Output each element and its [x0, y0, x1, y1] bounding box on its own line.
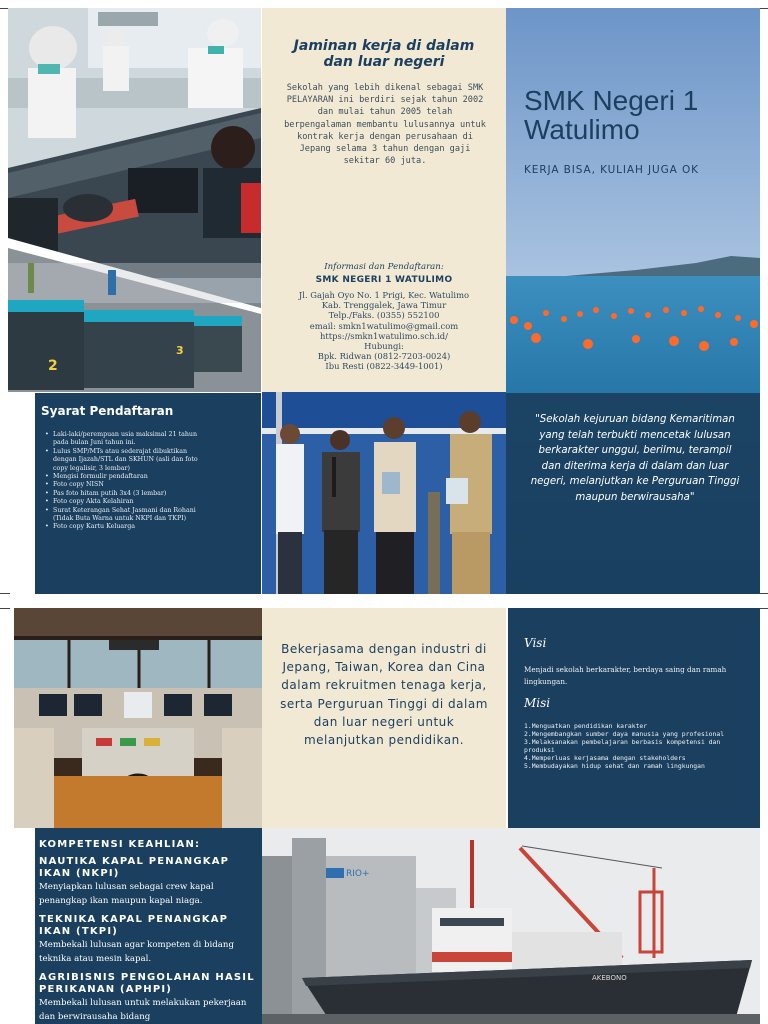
- misi-item: 1.Menguatkan pendidikan karakter: [524, 722, 648, 730]
- event-image: [262, 392, 506, 594]
- info-title: Informasi dan Pendaftaran:: [324, 262, 444, 272]
- ship-photo: [262, 828, 760, 1024]
- kompetensi-list: [39, 856, 257, 1024]
- school-title: [524, 86, 754, 144]
- misi-item: 4.Memperluas kerjasama dengan stakeholders: [524, 754, 686, 762]
- syarat-item: • Foto copy Kartu Keluarga: [45, 523, 205, 531]
- syarat-item: • Foto copy NISN: [45, 481, 205, 489]
- hero-panel: [506, 8, 760, 594]
- syarat-item: • Pas foto hitam putih 3x4 (3 lembar): [45, 490, 205, 498]
- syarat-item: • Mengisi formulir pendaftaran: [45, 473, 205, 481]
- kompetensi-name: AGRIBISNIS PENGOLAHAN HASIL PERIKANAN (APHPI): [39, 972, 255, 995]
- website-link[interactable]: https://smkn1watulimo.sch.id/: [320, 330, 448, 341]
- visi-text: Menjadi sekolah berkarakter, berdaya saing dan ramah lingkungan.: [524, 665, 727, 686]
- syarat-title: Syarat Pendaftaran: [41, 404, 174, 418]
- collage-image: [8, 8, 261, 392]
- crop-mark: [0, 593, 10, 594]
- misi-item: 3.Melaksanakan pembelajaran berbasis kompetensi dan produksi: [524, 738, 721, 754]
- photo-collage: [8, 8, 261, 392]
- ship-image: [262, 828, 760, 1024]
- school-name: SMK NEGERI 1 WATULIMO: [315, 275, 453, 285]
- visi-title: Visi: [524, 636, 547, 650]
- syarat-item: • Laki-laki/perempuan usia maksimal 21 tahun pada bulan Juni tahun ini.: [45, 431, 205, 448]
- event-photo: [262, 392, 506, 594]
- phone-line: Telp./Faks. (0355) 552100: [328, 310, 440, 321]
- school-title-line: SMK Negeri 1: [524, 85, 699, 116]
- syarat-panel: [35, 393, 261, 594]
- contact-label: Hubungi:: [364, 341, 404, 352]
- kompetensi-desc: Membekali lulusan untuk melakukan pekerjaan dan berwirausaha bidang: [39, 998, 247, 1022]
- tagline: KERJA BISA, KULIAH JUGA OK: [524, 164, 699, 176]
- info-panel: [262, 8, 506, 392]
- syarat-item: • Lulus SMP/MTs atau sederajat dibuktikan dengan Ijazah/STL dan SKHUN (asli dan foto copy legalisir, 3 lembar): [45, 448, 205, 473]
- intro-text: Sekolah yang lebih dikenal sebagai SMK PELAYARAN ini berdiri sejak tahun 2002 dan mulai tahun 2005 telah berpengalaman membantu lulusannya untuk kontrak kerja dengan perusahaan di Jepang selama 3 tahun dengan gaji sekitar 60 juta.: [284, 83, 486, 167]
- address-line: Kab. Trenggalek, Jawa Timur: [321, 300, 447, 311]
- school-quote: "Sekolah kejuruan bidang Kemaritiman yang telah terbukti mencetak lulusan berkarakter unggul, berilmu, terampil dan diterima kerja di dalam dan luar negeri, melanjutkan ke Perguruan Tinggi maupun berwirausaha": [530, 414, 740, 503]
- contact-person: Bpk. Ridwan (0812-7203-0024): [317, 351, 451, 362]
- kompetensi-desc: Membekali lulusan agar kompeten di bidang teknika atau mesin kapal.: [39, 940, 234, 964]
- kompetensi-name: TEKNIKA KAPAL PENANGKAP IKAN (TKPI): [39, 914, 229, 937]
- jaminan-heading: Jaminan kerja di dalam dan luar negeri: [293, 38, 475, 70]
- email-link[interactable]: email: smkn1watulimo@gmail.com: [309, 320, 459, 331]
- school-title-line: Watulimo: [524, 114, 640, 145]
- address-line: Jl. Gajah Oyo No. 1 Prigi, Kec. Watulimo: [298, 290, 470, 300]
- ship-name: AKEBONO: [592, 974, 627, 982]
- bridge-photo: [14, 608, 262, 828]
- kompetensi-desc: Menyiapkan lulusan sebagai crew kapal penangkap ikan maupun kapal niaga.: [39, 882, 214, 906]
- misi-item: 5.Membudayakan hidup sehat dan ramah lingkungan: [524, 762, 705, 770]
- misi-list: [524, 722, 752, 770]
- contact-person: Ibu Resti (0822-3449-1001): [325, 361, 443, 372]
- crop-mark: [0, 608, 10, 609]
- misi-item: 2.Mengembangkan sumber daya manusia yang profesional: [524, 730, 725, 738]
- kompetensi-item: [39, 856, 257, 908]
- kerjasama-text: Bekerjasama dengan industri di Jepang, Taiwan, Korea dan Cina dalam rekruitmen tenaga kerja, serta Perguruan Tinggi di dalam dan luar negeri untuk melanjutkan pendidikan.: [280, 642, 488, 748]
- syarat-item: • Foto copy Akta Kelahiran: [45, 498, 205, 506]
- kompetensi-item: [39, 914, 257, 966]
- kerjasama-panel: [262, 608, 506, 828]
- kompetensi-title: KOMPETENSI KEAHLIAN:: [39, 839, 201, 850]
- syarat-list: [45, 431, 205, 532]
- kompetensi-panel: [35, 828, 262, 1024]
- misi-title: Misi: [524, 696, 551, 710]
- sign-text: RIO+: [346, 869, 370, 879]
- bridge-image: [14, 608, 262, 828]
- kompetensi-name: NAUTIKA KAPAL PENANGKAP IKAN (NKPI): [39, 856, 230, 879]
- tank-number: 3: [176, 344, 184, 357]
- contact-block: [272, 290, 496, 372]
- visi-misi-panel: [508, 608, 760, 828]
- tank-number: 2: [48, 358, 58, 374]
- kompetensi-item: [39, 972, 257, 1024]
- syarat-item: • Surat Keterangan Sehat Jasmani dan Rohani (Tidak Buta Warna untuk NKPI dan TKPI): [45, 507, 205, 524]
